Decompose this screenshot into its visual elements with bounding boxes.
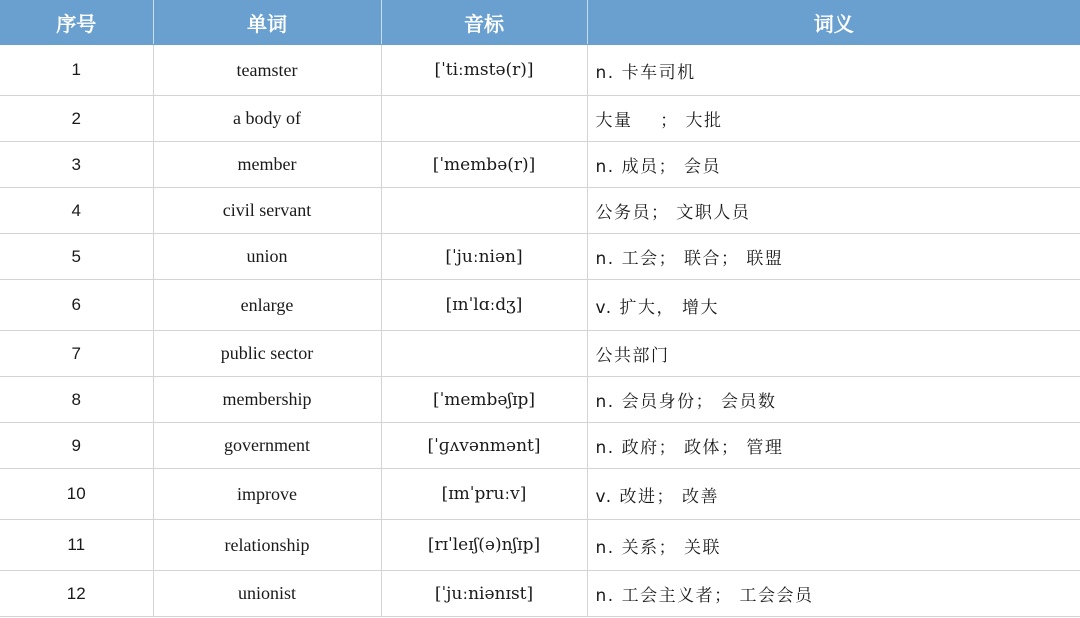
row-phonetic: [ɪmˈpruːv] [381,469,587,520]
table-body [0,45,1080,617]
row-phonetic: [rɪˈleɪʃ(ə)nʃɪp] [381,520,587,571]
row-index: 10 [0,469,153,520]
row-meaning: 大量 ； 大批 [587,96,1080,142]
row-word: public sector [153,331,381,377]
row-phonetic: [ˈjuːniənɪst] [381,571,587,617]
row-meaning: v. 改进； 改善 [587,469,1080,520]
row-phonetic: [ɪnˈlɑːdʒ] [381,280,587,331]
row-meaning: n. 工会； 联合； 联盟 [587,234,1080,280]
row-word: unionist [153,571,381,617]
table-row [0,571,1080,617]
row-word: enlarge [153,280,381,331]
table-row [0,96,1080,142]
row-index: 11 [0,520,153,571]
table-row [0,423,1080,469]
row-phonetic [381,188,587,234]
table-row [0,469,1080,520]
row-phonetic: [ˈɡʌvənmənt] [381,423,587,469]
row-word: improve [153,469,381,520]
row-index: 12 [0,571,153,617]
table-row [0,142,1080,188]
row-word: member [153,142,381,188]
row-index: 2 [0,96,153,142]
table-row [0,280,1080,331]
row-meaning: n. 会员身份； 会员数 [587,377,1080,423]
header-row [0,0,1080,45]
row-meaning: 公务员； 文职人员 [587,188,1080,234]
row-index: 3 [0,142,153,188]
row-index: 5 [0,234,153,280]
row-word: membership [153,377,381,423]
table-row [0,331,1080,377]
header-phonetic: 音标 [381,0,587,45]
row-index: 8 [0,377,153,423]
row-meaning: n. 卡车司机 [587,45,1080,96]
row-index: 6 [0,280,153,331]
row-index: 1 [0,45,153,96]
row-word: relationship [153,520,381,571]
header-meaning: 词义 [587,0,1080,45]
row-word: union [153,234,381,280]
table-row [0,234,1080,280]
row-meaning: n. 成员； 会员 [587,142,1080,188]
row-meaning: n. 政府； 政体； 管理 [587,423,1080,469]
table-row [0,520,1080,571]
row-phonetic: [ˈjuːniən] [381,234,587,280]
row-phonetic [381,96,587,142]
row-phonetic: [ˈtiːmstə(r)] [381,45,587,96]
row-phonetic: [ˈmembəʃɪp] [381,377,587,423]
row-phonetic: [ˈmembə(r)] [381,142,587,188]
row-word: government [153,423,381,469]
row-index: 9 [0,423,153,469]
row-meaning: n. 关系； 关联 [587,520,1080,571]
header-word: 单词 [153,0,381,45]
row-word: civil servant [153,188,381,234]
row-meaning: v. 扩大， 增大 [587,280,1080,331]
table-row [0,188,1080,234]
row-index: 7 [0,331,153,377]
row-phonetic [381,331,587,377]
row-word: teamster [153,45,381,96]
row-word: a body of [153,96,381,142]
table-row [0,377,1080,423]
table-header [0,0,1080,45]
row-meaning: n. 工会主义者； 工会会员 [587,571,1080,617]
row-meaning: 公共部门 [587,331,1080,377]
row-index: 4 [0,188,153,234]
header-index: 序号 [0,0,153,45]
table-row [0,45,1080,96]
